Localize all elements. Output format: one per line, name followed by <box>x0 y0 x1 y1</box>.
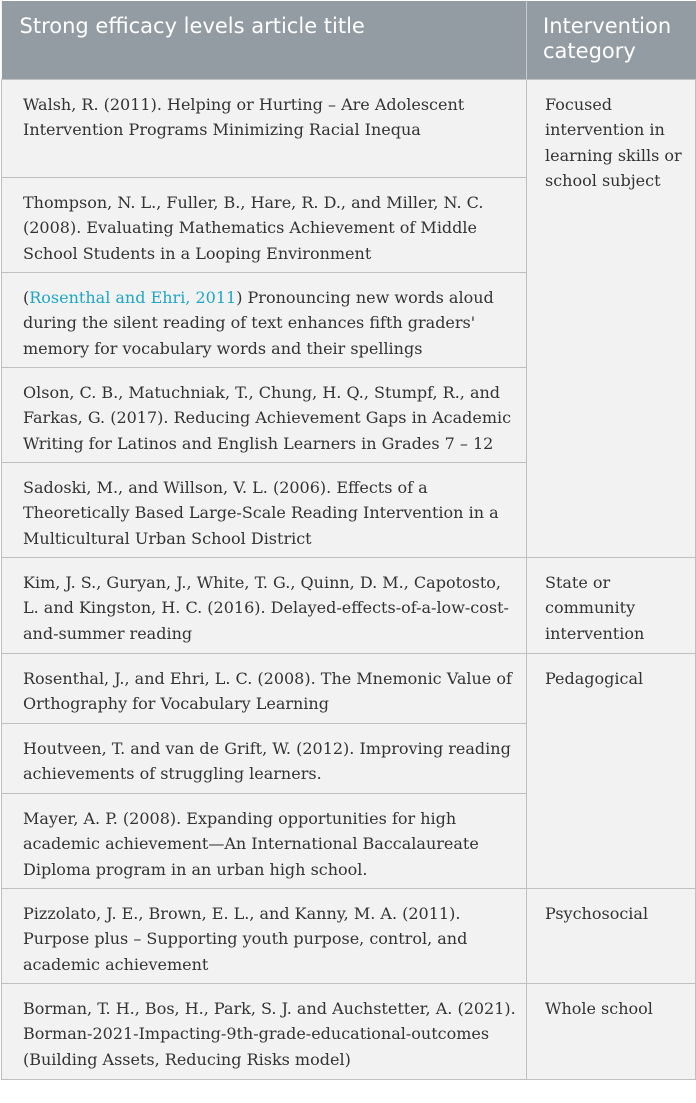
article-title-cell: Houtveen, T. and van de Grift, W. (2012). Improving reading achievements of struggling learners. <box>2 723 527 793</box>
article-title-cell: Thompson, N. L., Fuller, B., Hare, R. D., and Miller, N. C. (2008). Evaluating Mathematics Achievement of Middle School Students in a Looping Environment <box>2 177 527 272</box>
article-title-cell: Olson, C. B., Matuchniak, T., Chung, H. Q., Stumpf, R., and Farkas, G. (2017). Reducing Achievement Gaps in Academic Writing for Latinos and English Learners in Grades 7 – 12 <box>2 367 527 462</box>
header-row <box>2 1 696 79</box>
category-cell: Focused intervention in learning skills or school subject <box>527 79 696 557</box>
article-title-cell: Kim, J. S., Guryan, J., White, T. G., Quinn, D. M., Capotosto, L. and Kingston, H. C. (2016). Delayed-effects-of-a-low-cost-and-summer reading <box>2 557 527 653</box>
article-title-cell: (Rosenthal and Ehri, 2011) Pronouncing new words aloud during the silent reading of text enhances fifth graders' memory for vocabulary words and their spellings <box>2 272 527 367</box>
article-title-cell: Sadoski, M., and Willson, V. L. (2006). Effects of a Theoretically Based Large-Scale Reading Intervention in a Multicultural Urban School District <box>2 462 527 557</box>
table-row <box>2 79 696 177</box>
article-title-cell: Rosenthal, J., and Ehri, L. C. (2008). The Mnemonic Value of Orthography for Vocabulary Learning <box>2 653 527 723</box>
article-title-cell: Mayer, A. P. (2008). Expanding opportunities for high academic achievement—An International Baccalaureate Diploma program in an urban high school. <box>2 793 527 888</box>
article-title-text: ) Pronouncing new words aloud during the silent reading of text enhances fifth graders' memory for vocabulary words and their spellings <box>23 287 494 358</box>
category-cell: State or community intervention <box>527 557 696 653</box>
article-title-cell: Pizzolato, J. E., Brown, E. L., and Kanny, M. A. (2011). Purpose plus – Supporting youth purpose, control, and academic achievement <box>2 888 527 983</box>
header-article-title: Strong efficacy levels article title <box>2 1 527 79</box>
article-title-cell: Borman, T. H., Bos, H., Park, S. J. and Auchstetter, A. (2021). Borman-2021-Impacting-9th-grade-educational-outcomes (Building Assets, Reducing Risks model) <box>2 983 527 1079</box>
table-row <box>2 653 696 723</box>
category-cell: Pedagogical <box>527 653 696 888</box>
table-row <box>2 888 696 983</box>
citation-link[interactable]: Rosenthal and Ehri, 2011 <box>29 287 237 307</box>
efficacy-table <box>1 1 696 1080</box>
header-intervention-category: Intervention category <box>527 1 696 79</box>
article-title-cell: Walsh, R. (2011). Helping or Hurting – Are Adolescent Intervention Programs Minimizing Racial Inequa <box>2 79 527 177</box>
category-cell: Psychosocial <box>527 888 696 983</box>
category-cell: Whole school <box>527 983 696 1079</box>
table-row <box>2 557 696 653</box>
table-row <box>2 983 696 1079</box>
